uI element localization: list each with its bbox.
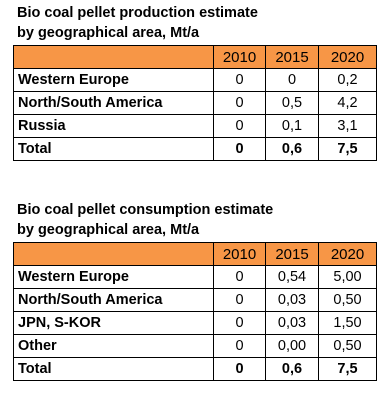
row-label: North/South America bbox=[14, 92, 214, 115]
cell-value: 5,00 bbox=[319, 266, 377, 289]
cell-value: 0 bbox=[214, 92, 266, 115]
row-label: Total bbox=[14, 138, 214, 161]
production-table bbox=[13, 45, 377, 161]
cell-value: 0 bbox=[214, 335, 266, 358]
table-row bbox=[14, 69, 377, 92]
row-label: Western Europe bbox=[14, 69, 214, 92]
cell-value: 7,5 bbox=[319, 138, 377, 161]
total-row bbox=[14, 138, 377, 161]
table-row bbox=[14, 115, 377, 138]
cell-value: 0,2 bbox=[319, 69, 377, 92]
consumption-section bbox=[13, 200, 376, 381]
row-label: Western Europe bbox=[14, 266, 214, 289]
cell-value: 0,50 bbox=[319, 335, 377, 358]
cell-value: 7,5 bbox=[319, 358, 377, 381]
header-empty-cell bbox=[14, 46, 214, 69]
cell-value: 0 bbox=[266, 69, 319, 92]
cell-value: 0,6 bbox=[266, 358, 319, 381]
consumption-header-row bbox=[14, 243, 377, 266]
table-row bbox=[14, 312, 377, 335]
table-row bbox=[14, 335, 377, 358]
year-header: 2020 bbox=[319, 46, 377, 69]
cell-value: 0 bbox=[214, 115, 266, 138]
cell-value: 3,1 bbox=[319, 115, 377, 138]
cell-value: 0,00 bbox=[266, 335, 319, 358]
cell-value: 1,50 bbox=[319, 312, 377, 335]
year-header: 2015 bbox=[266, 243, 319, 266]
cell-value: 4,2 bbox=[319, 92, 377, 115]
cell-value: 0,03 bbox=[266, 312, 319, 335]
production-title: Bio coal pellet production estimate by geographical area, Mt/a bbox=[17, 5, 258, 41]
header-empty-cell bbox=[14, 243, 214, 266]
cell-value: 0 bbox=[214, 358, 266, 381]
year-header: 2010 bbox=[214, 243, 266, 266]
production-section bbox=[13, 3, 376, 161]
cell-value: 0 bbox=[214, 289, 266, 312]
cell-value: 0,5 bbox=[266, 92, 319, 115]
table-row bbox=[14, 289, 377, 312]
total-row bbox=[14, 358, 377, 381]
table-row bbox=[14, 266, 377, 289]
cell-value: 0 bbox=[214, 312, 266, 335]
cell-value: 0,03 bbox=[266, 289, 319, 312]
row-label: Russia bbox=[14, 115, 214, 138]
row-label: Other bbox=[14, 335, 214, 358]
year-header: 2020 bbox=[319, 243, 377, 266]
consumption-title: Bio coal pellet consumption estimate by geographical area, Mt/a bbox=[17, 202, 274, 238]
cell-value: 0,50 bbox=[319, 289, 377, 312]
cell-value: 0 bbox=[214, 266, 266, 289]
row-label: North/South America bbox=[14, 289, 214, 312]
cell-value: 0,6 bbox=[266, 138, 319, 161]
cell-value: 0,54 bbox=[266, 266, 319, 289]
row-label: Total bbox=[14, 358, 214, 381]
cell-value: 0 bbox=[214, 69, 266, 92]
table-row bbox=[14, 92, 377, 115]
cell-value: 0 bbox=[214, 138, 266, 161]
consumption-table bbox=[13, 242, 377, 381]
year-header: 2015 bbox=[266, 46, 319, 69]
year-header: 2010 bbox=[214, 46, 266, 69]
row-label: JPN, S-KOR bbox=[14, 312, 214, 335]
cell-value: 0,1 bbox=[266, 115, 319, 138]
production-header-row bbox=[14, 46, 377, 69]
